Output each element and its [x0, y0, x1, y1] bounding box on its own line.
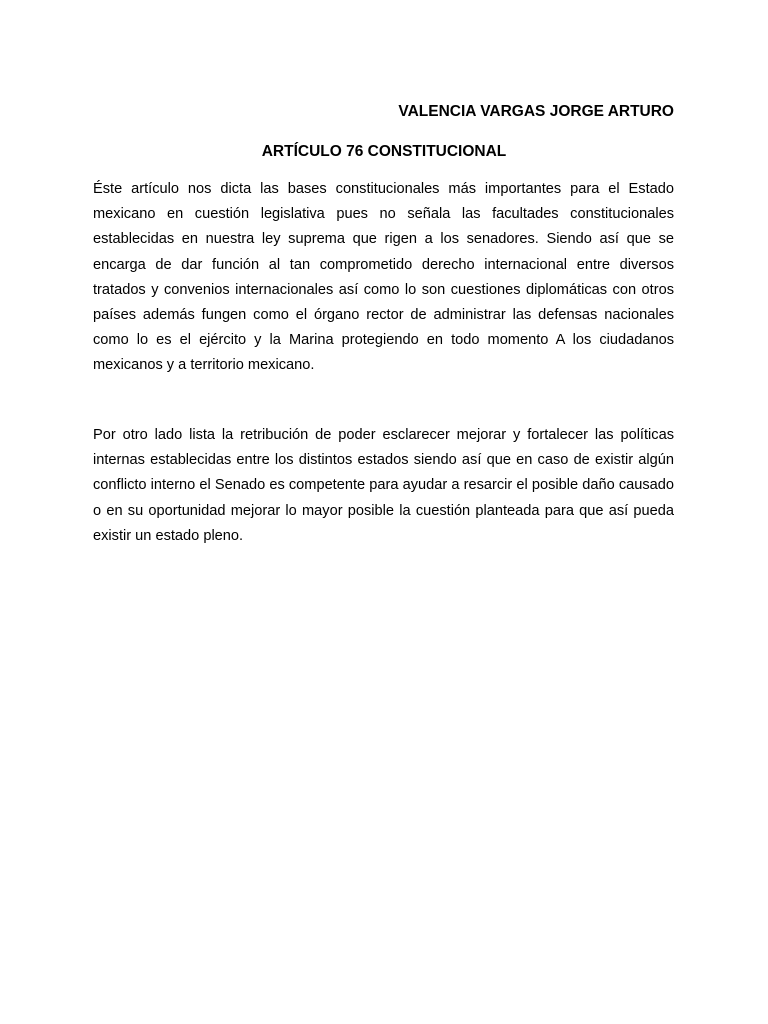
body-paragraph-1: Éste artículo nos dicta las bases constitucionales más importantes para el Estado mexicano en cuestión legislativa pues no señala las facultades constitucionales establecidas en nuestra ley suprema que rigen a los senadores. Siendo así que se encarga de dar función al tan comprometido derecho internacional entre diversos tratados y convenios internacionales así como lo son cuestiones diplomáticas con otros países además fungen como el órgano rector de administrar las defensas nacionales como lo es el ejército y la Marina protegiendo en todo momento A los ciudadanos mexicanos y a territorio mexicano. — [93, 181, 674, 374]
author-name: VALENCIA VARGAS JORGE ARTURO — [398, 103, 674, 120]
document-title: ARTÍCULO 76 CONSTITUCIONAL — [261, 143, 507, 160]
body-paragraph-2: Por otro lado lista la retribución de poder esclarecer mejorar y fortalecer las políticas internas establecidas entre los distintos estados siendo así que en caso de existir algún conflicto interno el Senado es competente para ayudar a resarcir el posible daño causado o en su oportunidad mejorar lo mayor posible la cuestión planteada para que así pueda existir un estado pleno. — [93, 427, 674, 544]
